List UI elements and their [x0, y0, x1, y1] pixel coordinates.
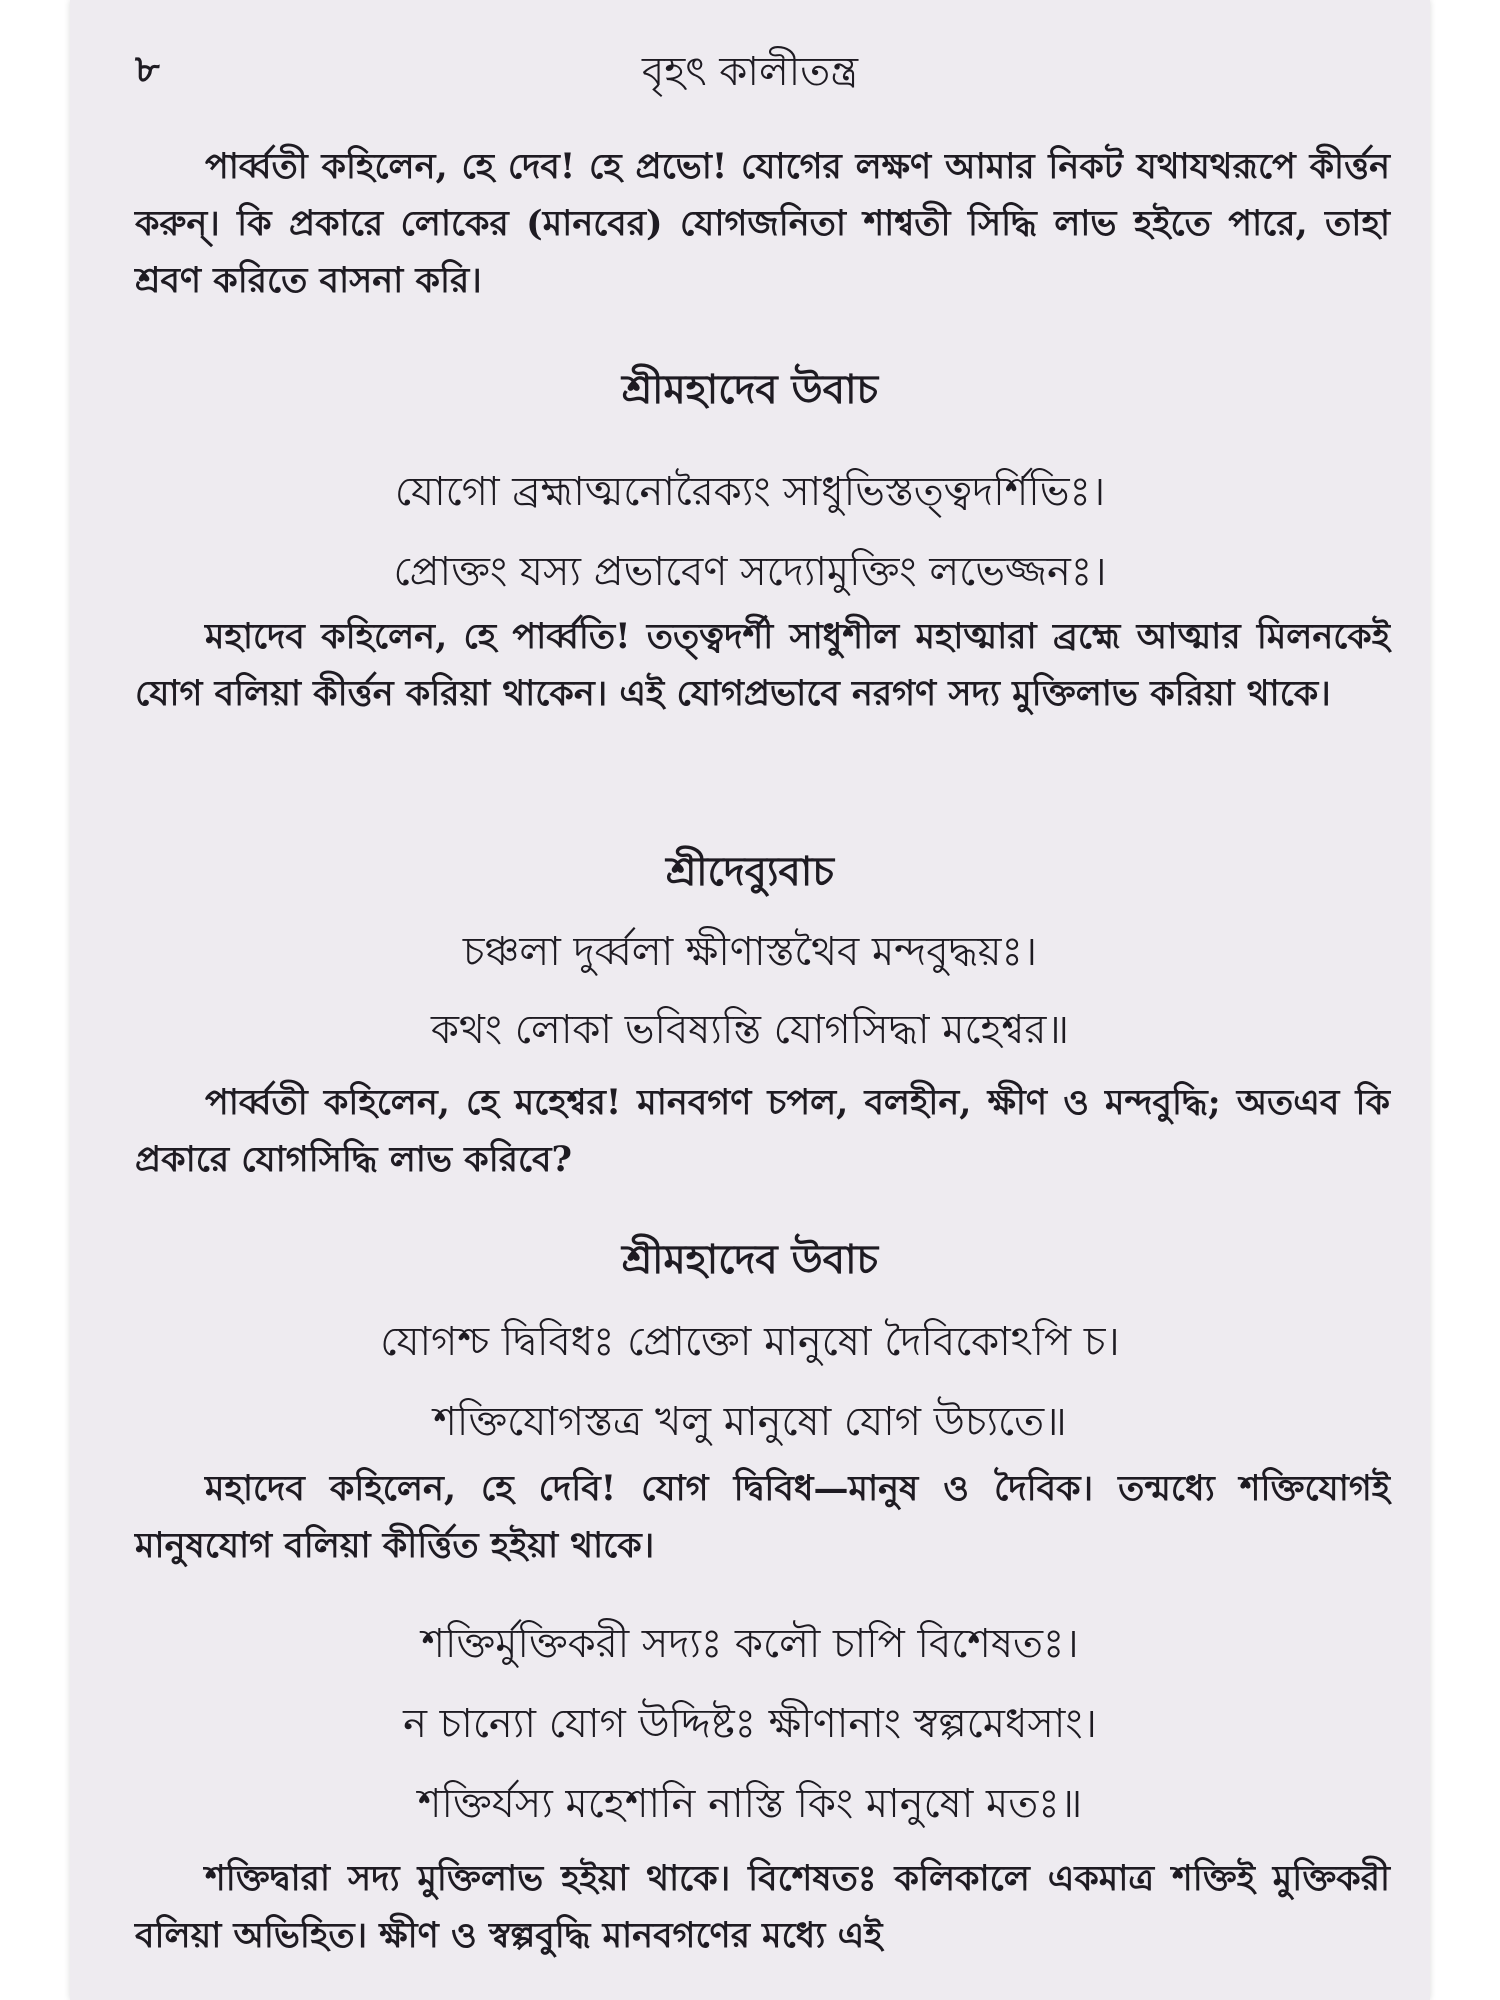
running-title: বৃহৎ কালীতন্ত্র	[642, 49, 858, 95]
paragraph-mahadeva-answer: মহাদেব কহিলেন, হে পার্ব্বতি! তত্ত্বদর্শী সাধুশীল মহাত্মারা ব্রহ্মে আত্মার মিলনকেই যোগ বলিয়া কীর্ত্তন করিয়া থাকেন। এই যোগপ্রভাবে নরগণ সদ্য মুক্তিলাভ করিয়া থাকে।	[135, 616, 1390, 714]
sanskrit-verse-line: কথং লোকা ভবিষ্যন্তি যোগসিদ্ধা মহেশ্বর॥	[430, 1007, 1069, 1053]
speaker-heading-mahadeva: শ্রীমহাদেব উবাচ	[621, 1236, 879, 1283]
sanskrit-verse-line: যোগশ্চ দ্বিবিধঃ প্রোক্তো মানুষো দৈবিকোঽপি চ।	[380, 1319, 1120, 1365]
sanskrit-verse-line: শক্তির্যস্য মহেশানি নাস্তি কিং মানুষো মতঃ॥	[417, 1781, 1083, 1827]
speaker-heading-devi: শ্রীদেব্যুবাচ	[665, 848, 834, 895]
sanskrit-verse-line: শক্তিযোগস্তত্র খলু মানুষো যোগ উচ্যতে॥	[433, 1399, 1067, 1445]
sanskrit-verse-line: ন চান্যো যোগ উদ্দিষ্টঃ ক্ষীণানাং স্বল্পমেধসাং।	[403, 1701, 1097, 1747]
speaker-heading-mahadeva: শ্রীমহাদেব উবাচ	[621, 366, 879, 413]
document-page	[70, 0, 1430, 2000]
paragraph-parvati-question-2: পার্ব্বতী কহিলেন, হে মহেশ্বর! মানবগণ চপল, বলহীন, ক্ষীণ ও মন্দবুদ্ধি; অতএব কি প্রকারে যোগসিদ্ধি লাভ করিবে?	[135, 1082, 1390, 1180]
paragraph-parvati-question: পার্ব্বতী কহিলেন, হে দেব! হে প্রভো! যোগের লক্ষণ আমার নিকট যথাযথরূপে কীর্ত্তন করুন্। কি প্রকারে লোকের (মানবের) যোগজনিতা শাশ্বতী সিদ্ধি লাভ হইতে পারে, তাহা শ্রবণ করিতে বাসনা করি।	[135, 146, 1390, 301]
paragraph-shakti: শক্তিদ্বারা সদ্য মুক্তিলাভ হইয়া থাকে। বিশেষতঃ কলিকালে একমাত্র শক্তিই মুক্তিকরী বলিয়া অভিহিত। ক্ষীণ ও স্বল্পবুদ্ধি মানবগণের মধ্যে এই	[135, 1858, 1390, 1956]
sanskrit-verse-line: শক্তির্মুক্তিকরী সদ্যঃ কলৌ চাপি বিশেষতঃ।	[421, 1621, 1079, 1667]
sanskrit-verse-line: যোগো ব্রহ্মাত্মনোরৈক্যং সাধুভিস্তত্ত্বদর্শিভিঃ।	[394, 469, 1106, 515]
sanskrit-verse-line: চঞ্চলা দুর্ব্বলা ক্ষীণাস্তথৈব মন্দবুদ্ধয়ঃ।	[462, 929, 1038, 975]
page-header	[70, 40, 1430, 100]
paragraph-mahadeva-answer-2: মহাদেব কহিলেন, হে দেবি! যোগ দ্বিবিধ—মানুষ ও দৈবিক। তন্মধ্যে শক্তিযোগই মানুষযোগ বলিয়া কীর্ত্তিত হইয়া থাকে।	[135, 1468, 1390, 1566]
page-number: ৮	[135, 46, 160, 91]
sanskrit-verse-line: প্রোক্তং যস্য প্রভাবেণ সদ্যোমুক্তিং লভেজ্জনঃ।	[393, 549, 1107, 595]
